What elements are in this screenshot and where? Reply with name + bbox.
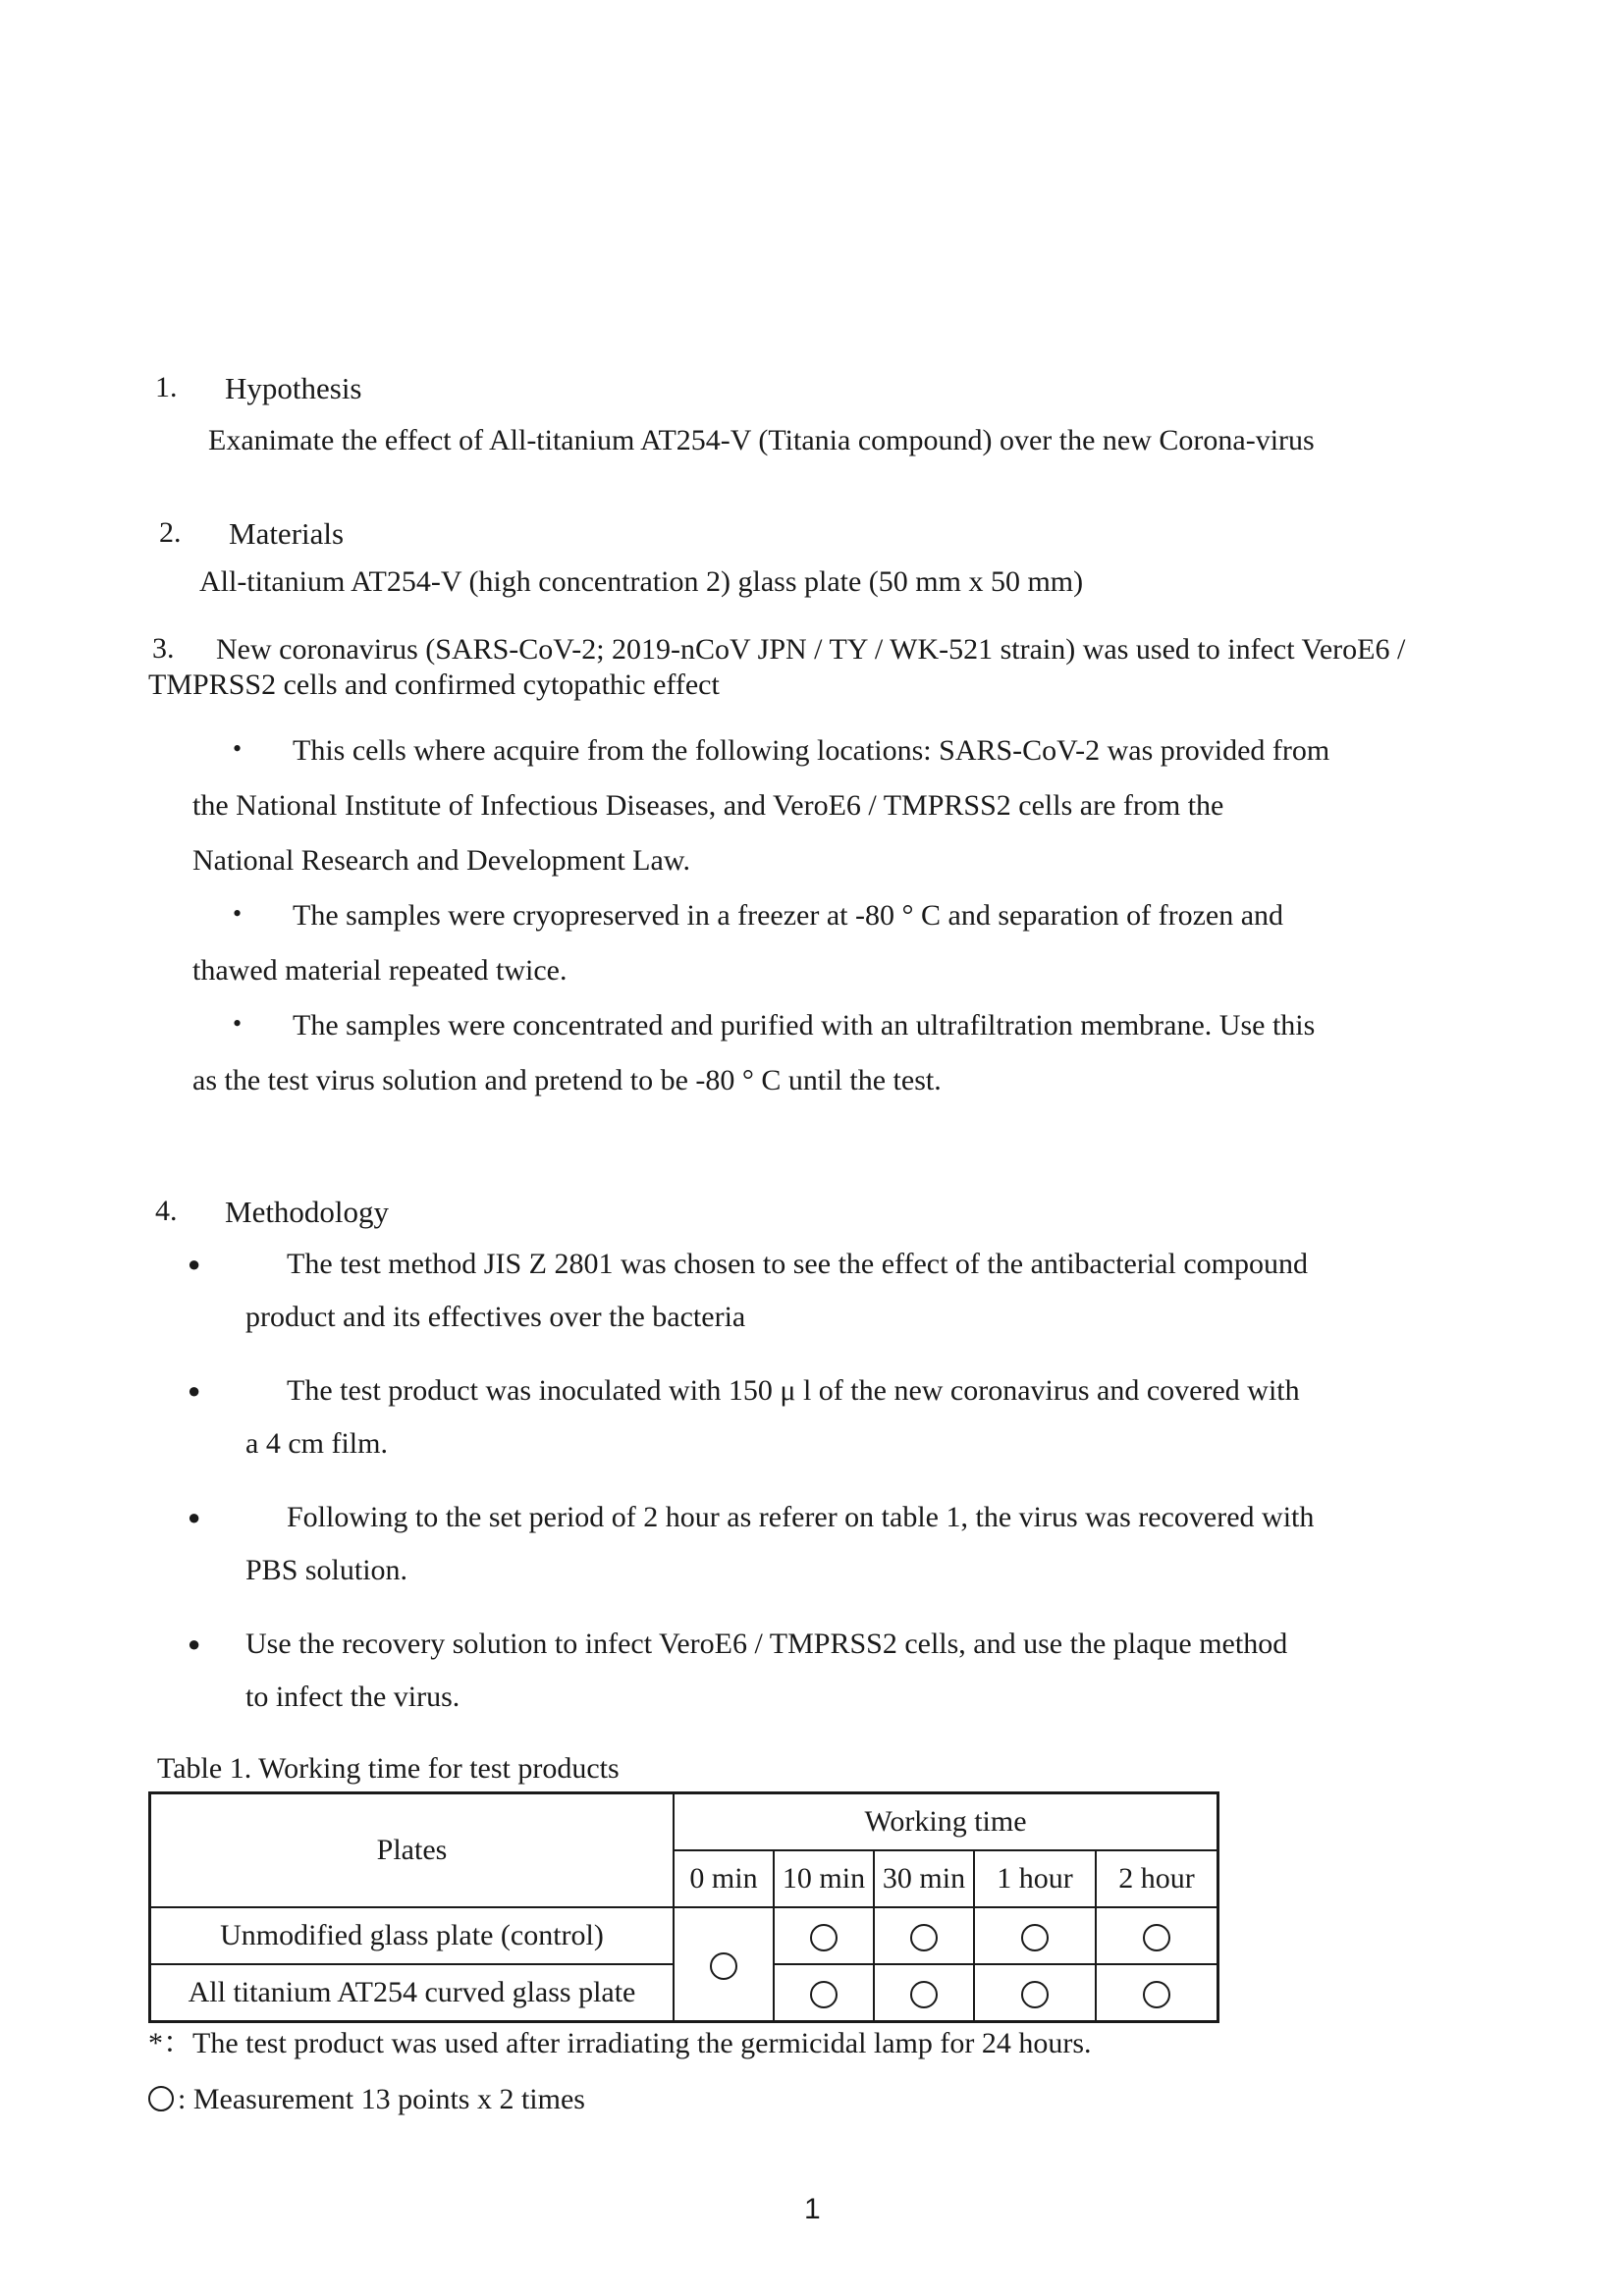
- table-caption: Table 1. Working time for test products: [157, 1752, 620, 1785]
- table-row: [150, 1907, 1218, 1964]
- circle-icon: [1143, 1924, 1170, 1951]
- circle-icon: [810, 1924, 838, 1951]
- star-note: *：The test product was used after irradiating the germicidal lamp for 24 hours.: [148, 2027, 1092, 2059]
- circle-icon: [1021, 1981, 1049, 2008]
- section-3-number: 3.: [152, 632, 175, 665]
- bullet-icon: •: [233, 734, 243, 763]
- bullet-icon: •: [233, 1009, 243, 1038]
- s3-bullet-1-line-1: This cells where acquire from the following locations: SARS-CoV-2 was provided from: [293, 734, 1330, 767]
- page-number: 1: [804, 2193, 821, 2225]
- bullet-icon: ●: [188, 1505, 201, 1529]
- s3-bullet-3-line-1: The samples were concentrated and purified with an ultrafiltration membrane. Use this: [293, 1009, 1316, 1041]
- bullet-icon: ●: [188, 1631, 201, 1656]
- s4-bullet-4-line-2: to infect the virus.: [245, 1681, 460, 1713]
- circle-icon: [910, 1981, 938, 2008]
- s4-bullet-1-line-2: product and its effectives over the bacteria: [245, 1301, 746, 1333]
- s4-bullet-1-line-1: The test method JIS Z 2801 was chosen to see the effect of the antibacterial compound: [287, 1248, 1308, 1280]
- table-col-header: 10 min: [774, 1850, 874, 1907]
- section-2-title: Materials: [229, 516, 345, 551]
- s3-bullet-1-line-3: National Research and Development Law.: [192, 844, 691, 877]
- bullet-icon: ●: [188, 1378, 201, 1403]
- table-col-header: 30 min: [874, 1850, 974, 1907]
- table-row-label: All titanium AT254 curved glass plate: [150, 1964, 675, 2022]
- table-cell: [674, 1907, 774, 2022]
- circle-icon: [148, 2086, 174, 2111]
- section-1-number: 1.: [155, 371, 178, 403]
- section-4-title: Methodology: [225, 1195, 390, 1229]
- section-3-line-1: New coronavirus (SARS-CoV-2; 2019-nCoV JPN / TY / WK-521 strain) was used to infect VeroE6 /: [216, 633, 1406, 666]
- circle-icon: [1143, 1981, 1170, 2008]
- table-cell: [1096, 1907, 1218, 1964]
- s3-bullet-2-line-1: The samples were cryopreserved in a freezer at -80 ° C and separation of frozen and: [293, 899, 1284, 932]
- bullet-icon: ●: [188, 1252, 201, 1276]
- table-col-header: 0 min: [674, 1850, 774, 1907]
- s4-bullet-3-line-2: PBS solution.: [245, 1554, 408, 1586]
- s4-bullet-2-line-2: a 4 cm film.: [245, 1427, 388, 1460]
- table-header-plates: Plates: [150, 1793, 675, 1908]
- section-4-number: 4.: [155, 1195, 178, 1227]
- section-1-title: Hypothesis: [225, 371, 362, 405]
- table-header-working-time: Working time: [674, 1793, 1218, 1851]
- section-2-number: 2.: [159, 516, 182, 549]
- s4-bullet-4-line-1: Use the recovery solution to infect VeroE6 / TMPRSS2 cells, and use the plaque method: [245, 1628, 1288, 1660]
- s4-bullet-3-line-1: Following to the set period of 2 hour as referer on table 1, the virus was recovered with: [287, 1501, 1315, 1533]
- circle-note-text: : Measurement 13 points x 2 times: [178, 2083, 585, 2115]
- table-cell: [774, 1907, 874, 1964]
- table-row-label: Unmodified glass plate (control): [150, 1907, 675, 1964]
- s3-bullet-3-line-2: as the test virus solution and pretend to be -80 ° C until the test.: [192, 1064, 942, 1096]
- table-cell: [1096, 1964, 1218, 2022]
- s3-bullet-1-line-2: the National Institute of Infectious Diseases, and VeroE6 / TMPRSS2 cells are from the: [192, 789, 1224, 822]
- bullet-icon: •: [233, 899, 243, 928]
- table-cell: [874, 1964, 974, 2022]
- circle-icon: [710, 1952, 737, 1980]
- table-col-header: 2 hour: [1096, 1850, 1218, 1907]
- circle-icon: [1021, 1924, 1049, 1951]
- s3-bullet-2-line-2: thawed material repeated twice.: [192, 954, 568, 987]
- table-cell: [974, 1907, 1096, 1964]
- circle-icon: [810, 1981, 838, 2008]
- circle-note: [148, 2072, 585, 2127]
- table-cell: [774, 1964, 874, 2022]
- table-cell: [974, 1964, 1096, 2022]
- s4-bullet-2-line-1: The test product was inoculated with 150 μ l of the new coronavirus and covered with: [287, 1374, 1300, 1407]
- section-1-text: Exanimate the effect of All-titanium AT254-V (Titania compound) over the new Corona-virus: [208, 424, 1315, 456]
- circle-icon: [910, 1924, 938, 1951]
- section-3-line-2: TMPRSS2 cells and confirmed cytopathic effect: [148, 668, 720, 701]
- table-cell: [874, 1907, 974, 1964]
- working-time-table: [148, 1791, 1219, 2023]
- section-2-text: All-titanium AT254-V (high concentration 2) glass plate (50 mm x 50 mm): [199, 565, 1084, 598]
- table-col-header: 1 hour: [974, 1850, 1096, 1907]
